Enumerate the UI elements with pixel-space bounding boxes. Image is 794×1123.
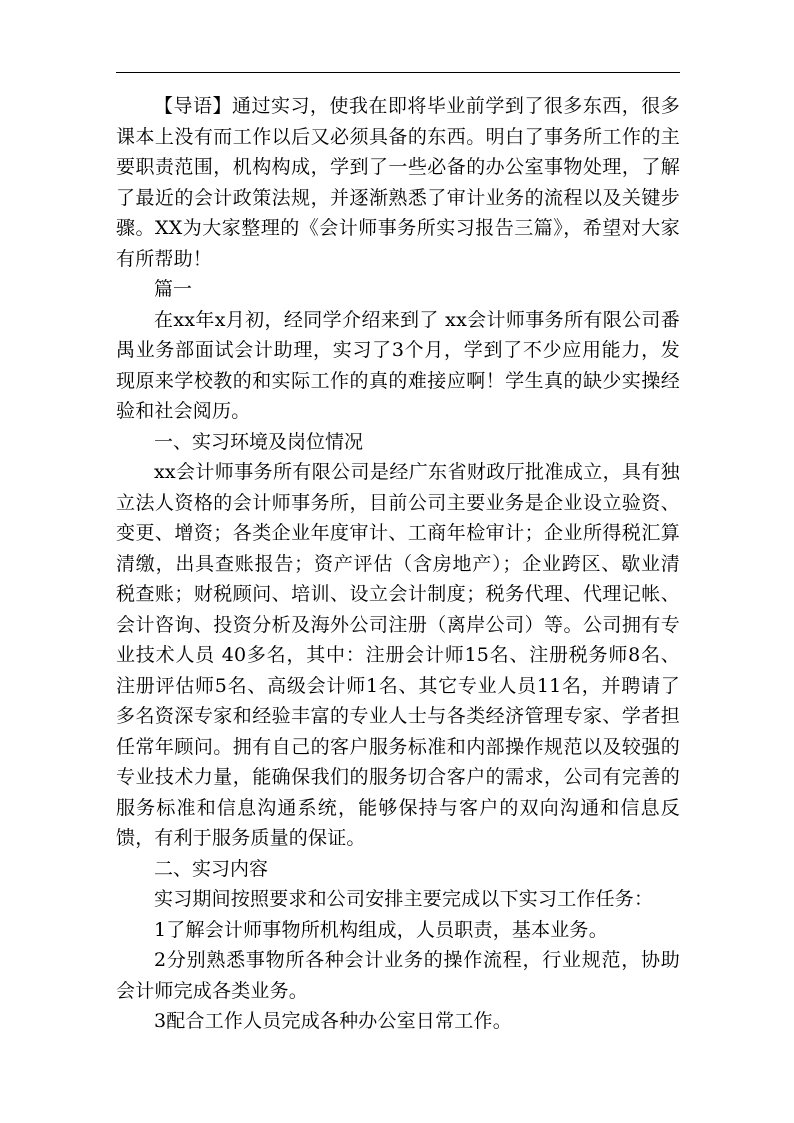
section-1-title: 一、实习环境及岗位情况 xyxy=(154,430,364,453)
header-rule xyxy=(116,72,680,73)
intro-paragraph: 【导语】通过实习，使我在即将毕业前学到了很多东西，很多课本上没有而工作以后又必须具备的东西。明白了事务所工作的主要职责范围，机构构成，学到了一些必备的办公室事物处理，了解了最近的会计政策法规，并逐渐熟悉了审计业务的流程以及关键步骤。XX为大家整理的《会计师事务所实习报告三篇》，希望对大家有所帮助！ xyxy=(116,95,680,270)
list-item-1: 1了解会计师事物所机构组成，人员职责，基本业务。 xyxy=(154,918,608,941)
list-item-2: 2分别熟悉事物所各种会计业务的操作流程，行业规范，协助会计师完成各类业务。 xyxy=(116,949,680,1002)
part-title: 篇一 xyxy=(154,278,193,300)
paragraph-2: xx会计师事务所有限公司是经广东省财政厅批准成立，具有独立法人资格的会计师事务所，目前公司主要业务是企业设立验资、变更、增资；各类企业年度审计、工商年检审计；企业所得税汇算清缴，出具查账报告；资产评估（含房地产）；企业跨区、歇业清税查账；财税顾问、培训、设立会计制度；税务代理、代理记帐、会计咨询、投资分析及海外公司注册（离岸公司）等。公司拥有专业技术人员 40多名，其中：注册会计师15名、注册税务师8名、注册评估师5名、高级会计师1名、其它专业人员11名，并聘请了多名资深专家和经验丰富的专业人士与各类经济管理专家、学者担任常年顾问。拥有自己的客户服务标准和内部操作规范以及较强的专业技术力量，能确保我们的服务切合客户的需求，公司有完善的服务标准和信息沟通系统，能够保持与客户的双向沟通和信息反馈，有利于服务质量的保证。 xyxy=(116,461,680,849)
paragraph-1: 在xx年x月初，经同学介绍来到了 xx会计师事务所有限公司番禺业务部面试会计助理，实习了3个月，学到了不少应用能力，发现原来学校教的和实际工作的真的难接应啊！学生真的缺少实操经验和社会阅历。 xyxy=(116,308,680,422)
list-item-3: 3配合工作人员完成各种办公室日常工作。 xyxy=(154,1010,512,1032)
document-body xyxy=(116,91,680,1037)
paragraph-3: 实习期间按照要求和公司安排主要完成以下实习工作任务： xyxy=(154,888,654,910)
section-2-title: 二、实习内容 xyxy=(154,857,269,880)
